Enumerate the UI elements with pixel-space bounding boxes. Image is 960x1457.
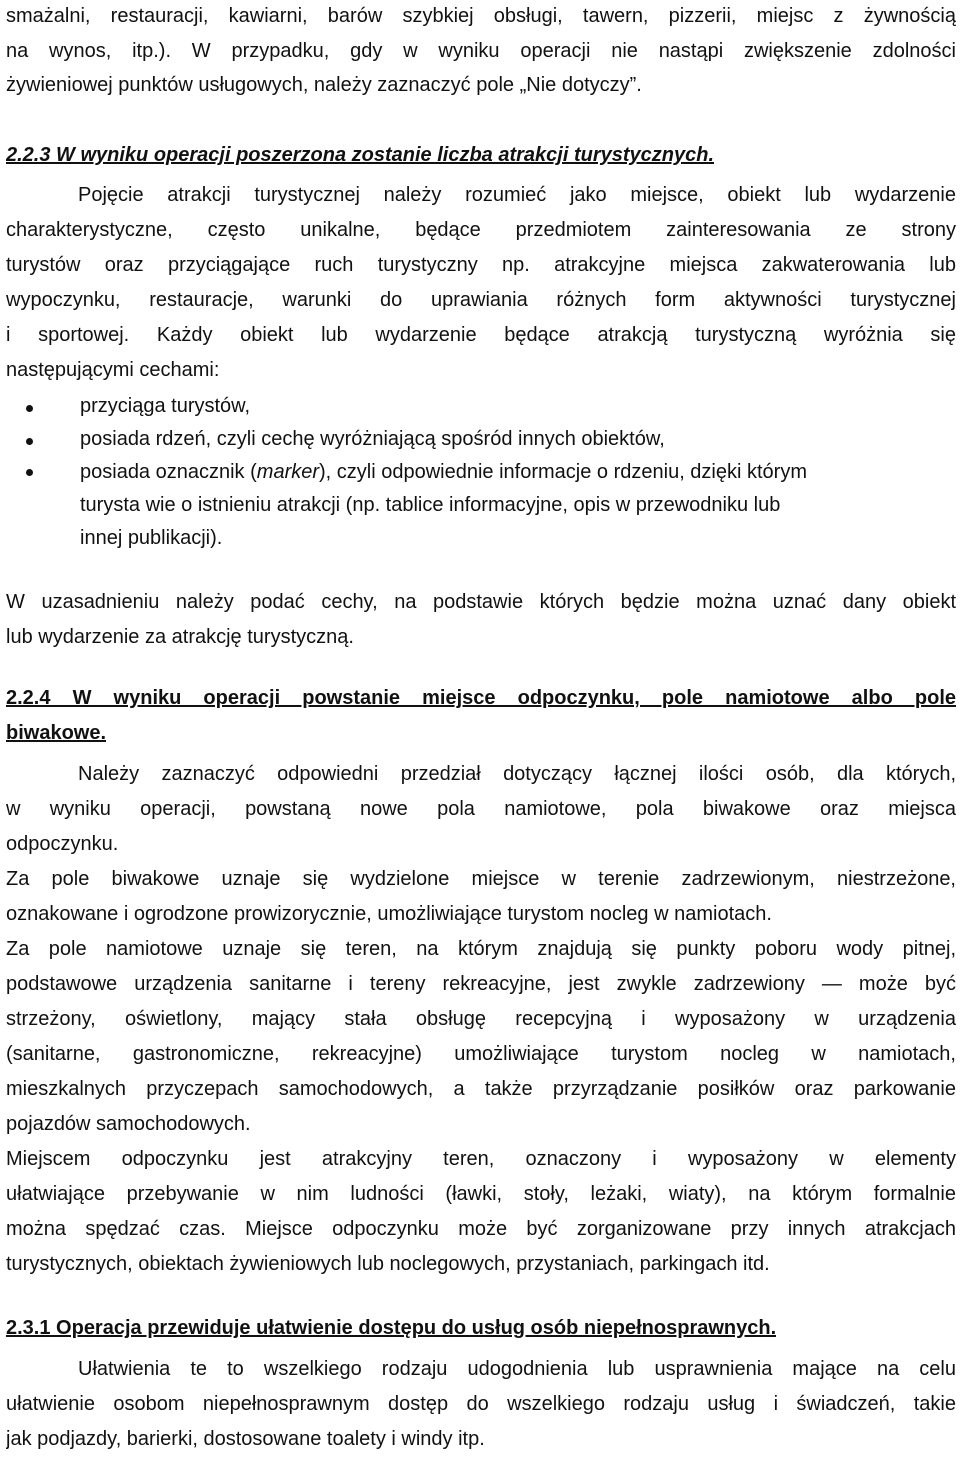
paragraph-campsite — [6, 932, 956, 1142]
list-item — [6, 423, 956, 456]
text-line: oznakowane i ogrodzone prowizorycznie, umożliwiające turystom nocleg w namiotach. — [6, 903, 772, 925]
text-span: posiada oznacznik ( — [80, 461, 257, 483]
paragraph-attraction-definition — [6, 178, 956, 388]
text-line: Ułatwienia te to wszelkiego rodzaju udogodnienia lub usprawnienia mające na celu — [78, 1358, 956, 1380]
text-line: Należy zaznaczyć odpowiedni przedział dotyczący łącznej ilości osób, dla których, — [78, 763, 956, 785]
text-line — [80, 456, 956, 489]
text-line: turysta wie o istnieniu atrakcji (np. tablice informacyjne, opis w przewodniku lub — [80, 494, 781, 516]
text-line: (sanitarne, gastronomiczne, rekreacyjne) umożliwiające turystom nocleg w namiotach, — [6, 1043, 956, 1065]
list-item-text: przyciąga turystów, — [80, 395, 251, 417]
text-line: lub wydarzenie za atrakcję turystyczną. — [6, 626, 354, 648]
text-line: Miejscem odpoczynku jest atrakcyjny teren, oznaczony i wyposażony w elementy — [6, 1148, 956, 1170]
text-line: pojazdów samochodowych. — [6, 1113, 251, 1135]
text-line: i sportowej. Każdy obiekt lub wydarzenie będące atrakcją turystyczną wyróżnia się — [6, 324, 956, 346]
text-line: smażalni, restauracji, kawiarni, barów szybkiej obsługi, tawern, pizzerii, miejsc z żywnością — [6, 5, 956, 27]
section-heading-2-2-4 — [6, 681, 956, 757]
text-line: odpoczynku. — [6, 833, 119, 855]
text-line: w wyniku operacji, powstaną nowe pola namiotowe, pola biwakowe oraz miejsca — [6, 798, 956, 820]
text-line: Za pole namiotowe uznaje się teren, na którym znajdują się punkty poboru wody pitnej, — [6, 938, 956, 960]
text-line: charakterystyczne, często unikalne, będące przedmiotem zainteresowania ze strony — [6, 219, 956, 241]
section-heading-2-2-3: 2.2.3 W wyniku operacji poszerzona zostanie liczba atrakcji turystycznych. — [6, 144, 715, 166]
text-span: ), czyli odpowiednie informacje o rdzeniu, dzięki którym — [319, 461, 807, 483]
bullet-icon — [26, 438, 33, 445]
text-line: turystycznych, obiektach żywieniowych lub noclegowych, przystaniach, parkingach itd. — [6, 1253, 770, 1275]
heading-line: biwakowe. — [6, 722, 107, 744]
text-line: ułatwienie osobom niepełnosprawnym dostęp do wszelkiego rodzaju usług i świadczeń, takie — [6, 1393, 956, 1415]
features-list — [6, 390, 956, 555]
text-line: wypoczynku, restauracje, warunki do uprawiania różnych form aktywności turystycznej — [6, 289, 956, 311]
paragraph-accessibility — [6, 1352, 956, 1457]
list-item — [6, 456, 956, 555]
text-line: Pojęcie atrakcji turystycznej należy rozumieć jako miejsce, obiekt lub wydarzenie — [78, 184, 956, 206]
text-line: ułatwiające przebywanie w nim ludności (ławki, stoły, leżaki, wiaty), na którym formalnie — [6, 1183, 956, 1205]
text-line: żywieniowej punktów usługowych, należy zaznaczyć pole „Nie dotyczy”. — [6, 74, 642, 96]
paragraph-bivouac — [6, 862, 956, 932]
heading-line: 2.2.4 W wyniku operacji powstanie miejsce odpoczynku, pole namiotowe albo pole — [6, 687, 956, 709]
intro-paragraph — [6, 0, 956, 102]
text-line: mieszkalnych przyczepach samochodowych, a także przyrządzanie posiłków oraz parkowanie — [6, 1078, 956, 1100]
text-line: następującymi cechami: — [6, 359, 220, 381]
text-line: podstawowe urządzenia sanitarne i tereny rekreacyjne, jest zwykle zadrzewiony — może być — [6, 973, 956, 995]
marker-term: marker — [256, 461, 320, 483]
paragraph-rest-area — [6, 1142, 956, 1282]
text-line: na wynos, itp.). W przypadku, gdy w wyniku operacji nie nastąpi zwiększenie zdolności — [6, 40, 956, 62]
bullet-icon — [26, 469, 33, 476]
text-line: innej publikacji). — [80, 527, 223, 549]
paragraph-justification — [6, 585, 956, 655]
list-item-text: posiada rdzeń, czyli cechę wyróżniającą spośród innych obiektów, — [80, 428, 665, 450]
section-heading-2-3-1: 2.3.1 Operacja przewiduje ułatwienie dostępu do usług osób niepełnosprawnych. — [6, 1317, 777, 1339]
text-line: W uzasadnieniu należy podać cechy, na podstawie których będzie można uznać dany obiekt — [6, 591, 956, 613]
text-line: Za pole biwakowe uznaje się wydzielone miejsce w terenie zadrzewionym, niestrzeżone, — [6, 868, 956, 890]
text-line: strzeżony, oświetlony, mający stała obsługę recepcyjną i wyposażony w urządzenia — [6, 1008, 956, 1030]
paragraph-capacity — [6, 757, 956, 862]
text-line: turystów oraz przyciągające ruch turystyczny np. atrakcyjne miejsca zakwaterowania lub — [6, 254, 956, 276]
bullet-icon — [26, 405, 33, 412]
document-page — [6, 0, 956, 1457]
text-line: można spędzać czas. Miejsce odpoczynku może być zorganizowane przy innych atrakcjach — [6, 1218, 956, 1240]
list-item — [6, 390, 956, 423]
text-line: jak podjazdy, barierki, dostosowane toalety i windy itp. — [6, 1428, 485, 1450]
